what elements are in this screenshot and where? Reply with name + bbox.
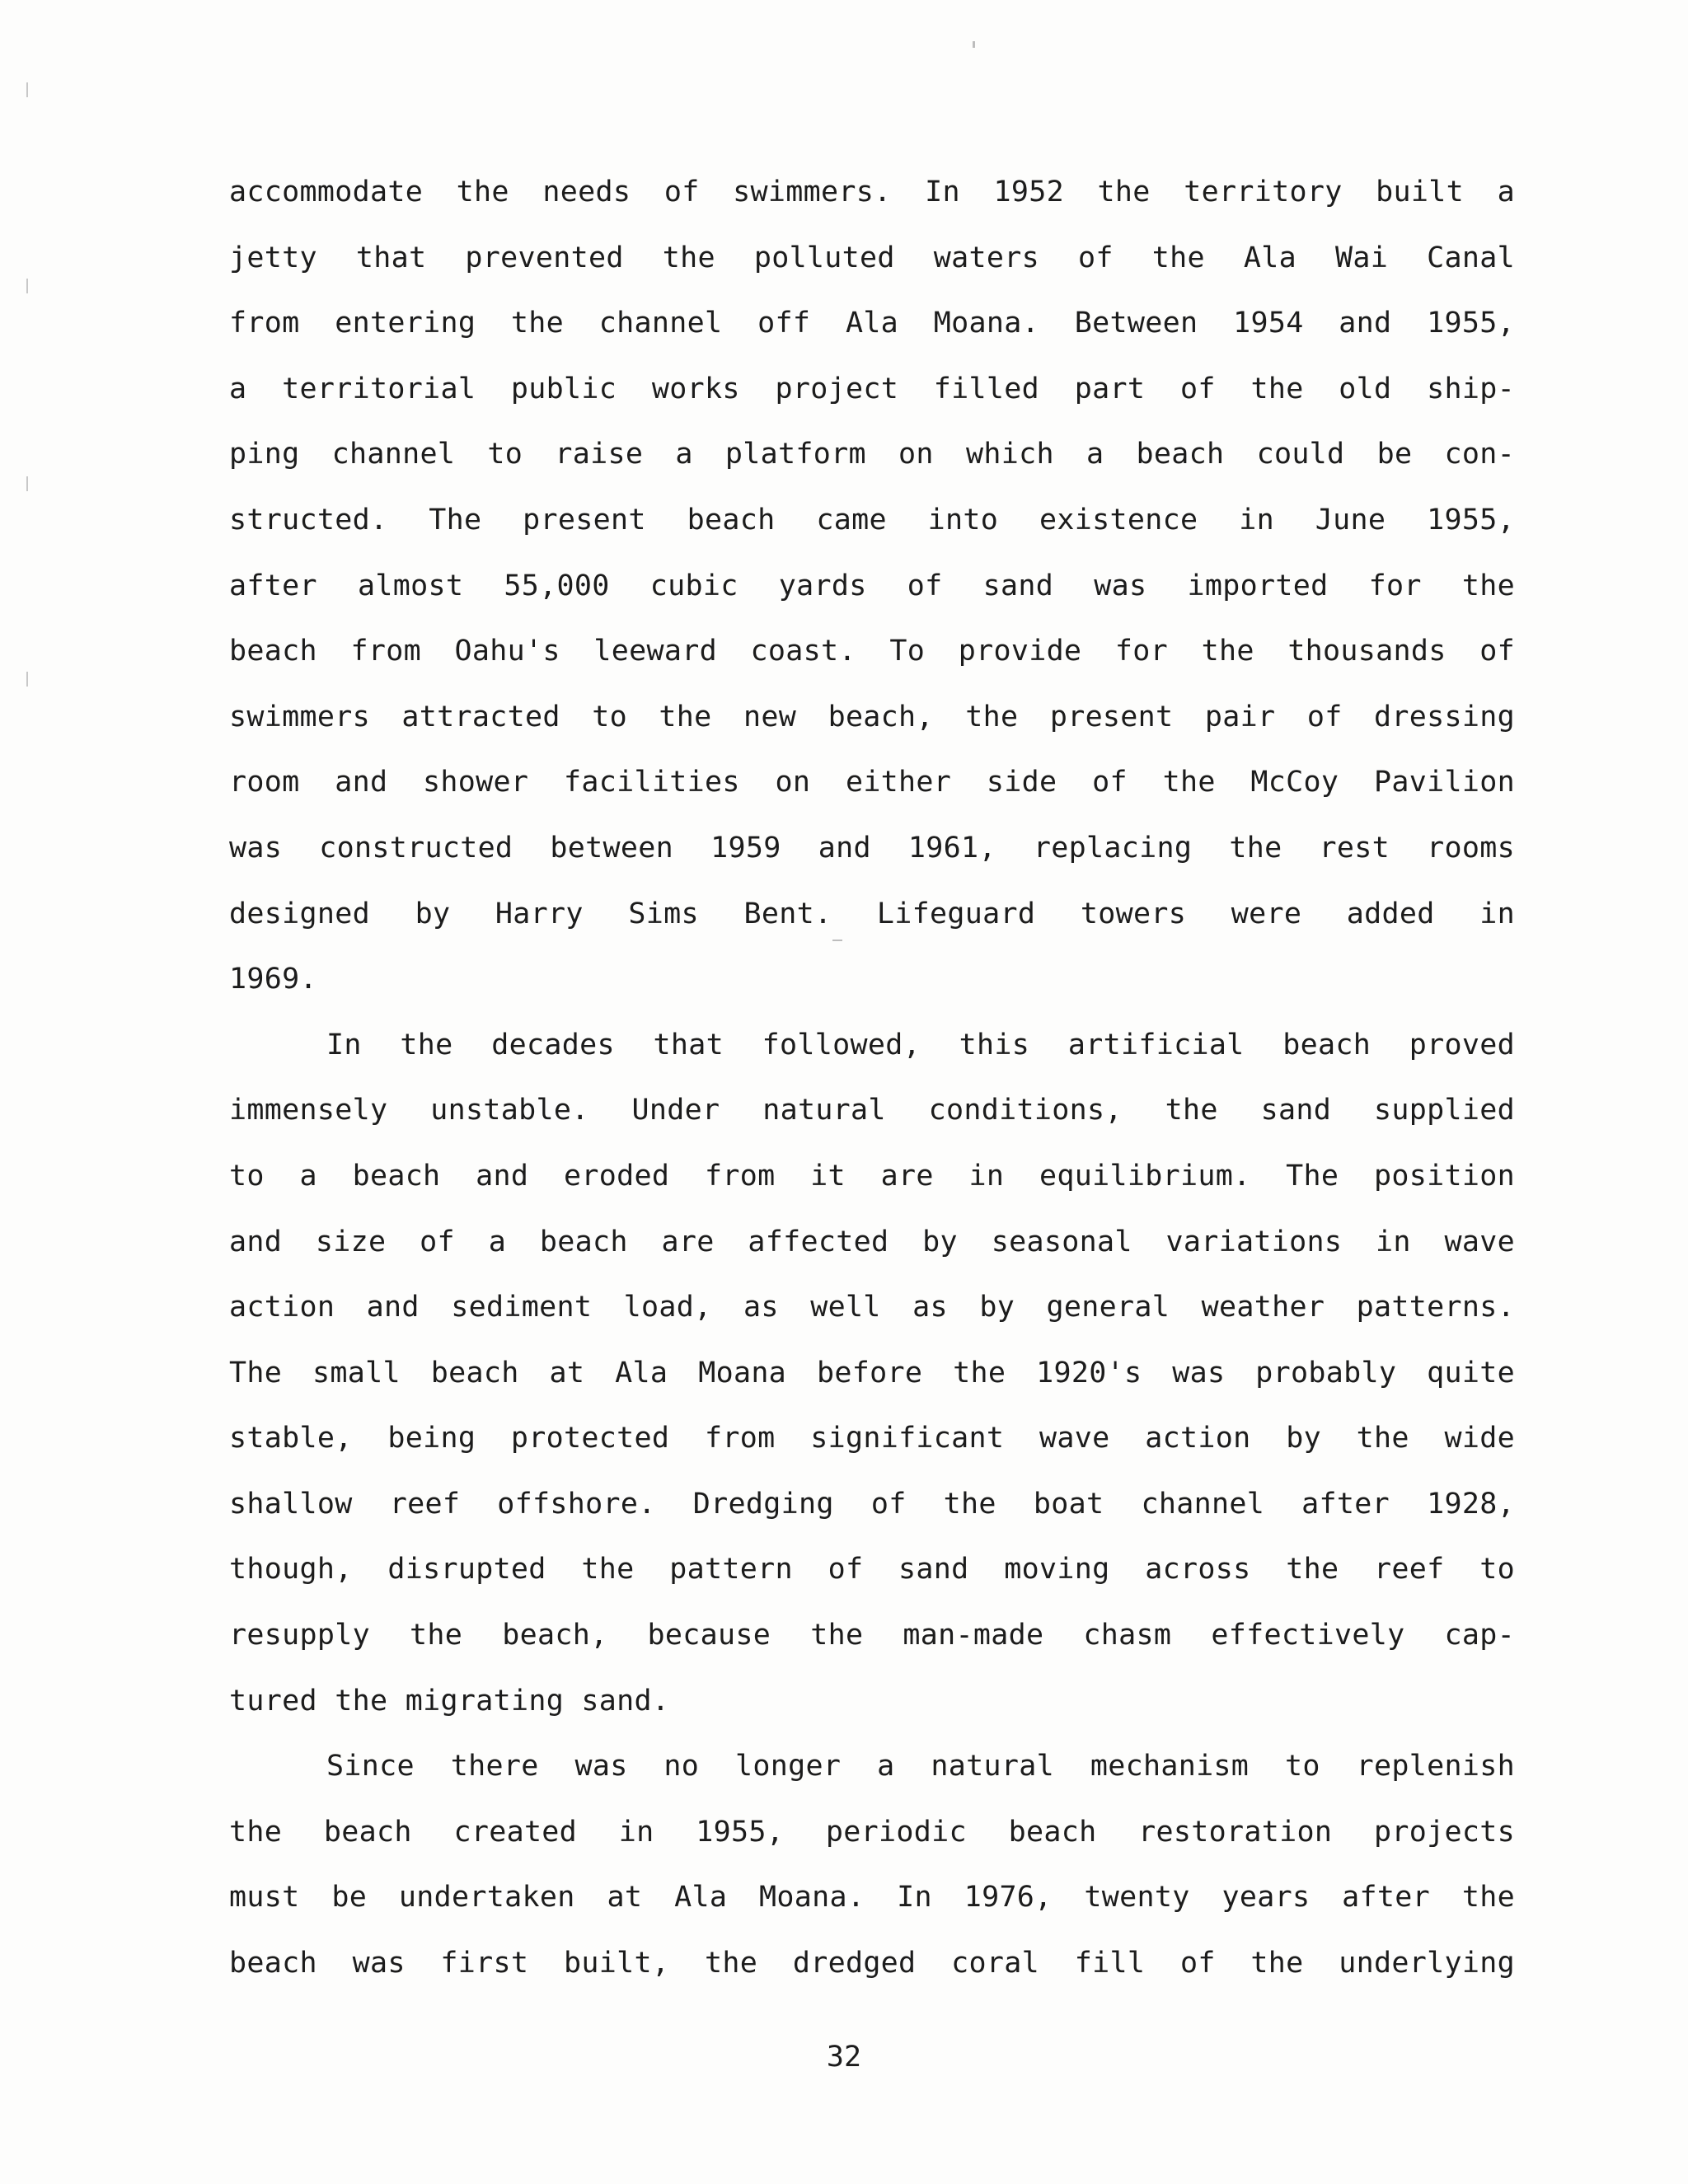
text-line: swimmers attracted to the new beach, the present pair of dressing: [229, 700, 1515, 733]
text-line: accommodate the needs of swimmers. In 1952 the territory built a: [229, 176, 1515, 209]
text-line: In the decades that followed, this artificial beach proved: [326, 1028, 1515, 1062]
paper-speck: [973, 41, 975, 48]
paragraph-1: [229, 169, 1515, 1022]
body-text: [229, 169, 1515, 2006]
text-line: Since there was no longer a natural mechanism to replenish: [326, 1750, 1515, 1783]
text-line: beach from Oahu's leeward coast. To provide for the thousands of: [229, 635, 1515, 668]
binding-mark: [26, 82, 28, 97]
text-line: and size of a beach are affected by seasonal variations in wave: [229, 1225, 1515, 1258]
text-line: structed. The present beach came into existence in June 1955,: [229, 503, 1515, 537]
text-line: immensely unstable. Under natural conditions, the sand supplied: [229, 1094, 1515, 1127]
page-number: 32: [826, 2041, 862, 2074]
text-line: designed by Harry Sims Bent. Lifeguard towers were added in: [229, 897, 1515, 930]
text-line: though, disrupted the pattern of sand moving across the reef to: [229, 1553, 1515, 1586]
text-line: stable, being protected from significant wave action by the wide: [229, 1422, 1515, 1455]
binding-mark: [26, 279, 28, 293]
binding-mark: [26, 476, 28, 491]
text-line: must be undertaken at Ala Moana. In 1976, twenty years after the: [229, 1881, 1515, 1915]
text-line: from entering the channel off Ala Moana. Between 1954 and 1955,: [229, 307, 1515, 340]
text-line: tured the migrating sand.: [229, 1684, 670, 1718]
text-line: shallow reef offshore. Dredging of the boat channel after 1928,: [229, 1487, 1515, 1521]
binding-mark: [26, 672, 28, 687]
text-line: jetty that prevented the polluted waters of the Ala Wai Canal: [229, 241, 1515, 274]
text-line: was constructed between 1959 and 1961, replacing the rest rooms: [229, 831, 1515, 865]
text-line: 1969.: [229, 963, 317, 996]
text-line: after almost 55,000 cubic yards of sand was imported for the: [229, 569, 1515, 602]
text-line: ping channel to raise a platform on which a beach could be con-: [229, 438, 1515, 471]
text-line: room and shower facilities on either side of the McCoy Pavilion: [229, 766, 1515, 799]
text-line: resupply the beach, because the man-made chasm effectively cap-: [229, 1619, 1515, 1652]
paragraph-3: [229, 1743, 1515, 2005]
text-line: a territorial public works project filled part of the old ship-: [229, 372, 1515, 405]
text-line: action and sediment load, as well as by general weather patterns.: [229, 1291, 1515, 1324]
text-line: The small beach at Ala Moana before the 1920's was probably quite: [229, 1356, 1515, 1390]
text-line: to a beach and eroded from it are in equilibrium. The position: [229, 1159, 1515, 1193]
text-line: the beach created in 1955, periodic beach restoration projects: [229, 1815, 1515, 1849]
paragraph-2: [229, 1022, 1515, 1744]
text-line: beach was first built, the dredged coral fill of the underlying: [229, 1947, 1515, 1980]
